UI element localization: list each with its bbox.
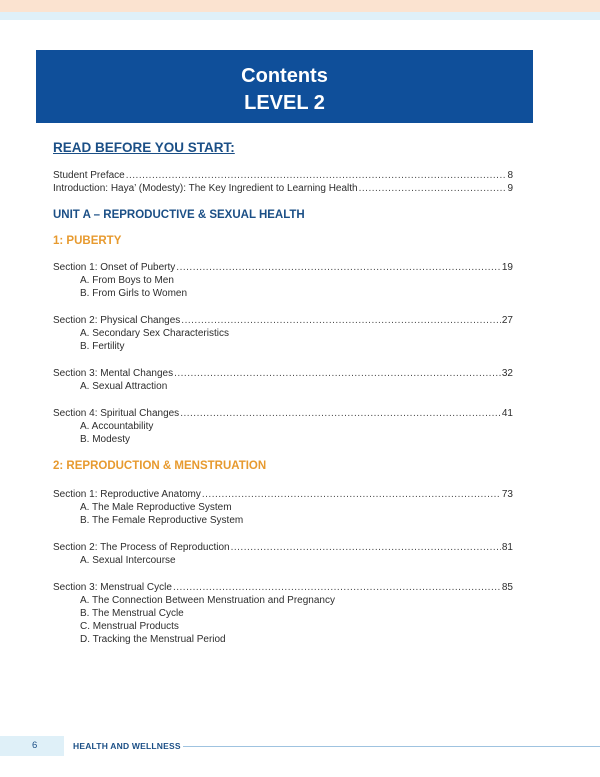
toc-sub-item: B. From Girls to Women bbox=[80, 288, 188, 299]
toc-entry-text: Section 1: Reproductive Anatomy bbox=[53, 489, 201, 500]
toc-page-number: 81 bbox=[501, 542, 513, 553]
dot-leader bbox=[174, 367, 501, 380]
toc-sub-item: B. Fertility bbox=[80, 341, 125, 352]
toc-page-number: 27 bbox=[501, 315, 513, 326]
toc-page-number: 85 bbox=[501, 582, 513, 593]
toc-entry-section[interactable] bbox=[53, 367, 513, 380]
footer-page-number: 6 bbox=[32, 740, 38, 751]
toc-page-number: 32 bbox=[501, 368, 513, 379]
footer-rule bbox=[183, 746, 600, 747]
toc-sub-item: B. Modesty bbox=[80, 434, 131, 445]
unit-heading: UNIT A – REPRODUCTIVE & SEXUAL HEALTH bbox=[53, 209, 305, 221]
page-footer bbox=[0, 736, 600, 756]
dot-leader bbox=[231, 541, 501, 554]
toc-entry-text: Section 4: Spiritual Changes bbox=[53, 408, 180, 419]
toc-entry-student-preface[interactable] bbox=[53, 169, 513, 182]
toc-entry-text: Section 3: Mental Changes bbox=[53, 368, 174, 379]
level-title: LEVEL 2 bbox=[244, 92, 325, 114]
toc-entry-text: Section 2: Physical Changes bbox=[53, 315, 181, 326]
toc-page-number: 9 bbox=[507, 183, 513, 194]
toc-entry-section[interactable] bbox=[53, 488, 513, 501]
toc-sub-item: A. Accountability bbox=[80, 421, 154, 432]
toc-entry-text: Section 3: Menstrual Cycle bbox=[53, 582, 172, 593]
toc-sub-item: A. Sexual Intercourse bbox=[80, 555, 176, 566]
toc-entry-section[interactable] bbox=[53, 314, 513, 327]
toc-page-number: 19 bbox=[501, 262, 513, 273]
dot-leader bbox=[180, 407, 501, 420]
toc-page-number: 8 bbox=[507, 170, 513, 181]
toc-sub-item: A. The Connection Between Menstruation and Pregnancy bbox=[80, 595, 335, 606]
toc-sub-item: A. Sexual Attraction bbox=[80, 381, 168, 392]
toc-sub-item: B. The Menstrual Cycle bbox=[80, 608, 184, 619]
dot-leader bbox=[126, 169, 507, 182]
toc-entry-text: Introduction: Haya’ (Modesty): The Key Ingredient to Learning Health bbox=[53, 183, 358, 194]
toc-sub-item: C. Menstrual Products bbox=[80, 621, 179, 632]
toc-entry-section[interactable] bbox=[53, 541, 513, 554]
toc-entry-text: Section 2: The Process of Reproduction bbox=[53, 542, 230, 553]
toc-sub-item: D. Tracking the Menstrual Period bbox=[80, 634, 226, 645]
toc-sub-item: A. The Male Reproductive System bbox=[80, 502, 232, 513]
dot-leader bbox=[176, 261, 501, 274]
read-before-heading: READ BEFORE YOU START: bbox=[53, 140, 235, 155]
chapter-heading-reproduction: 2: REPRODUCTION & MENSTRUATION bbox=[53, 460, 267, 472]
toc-sub-item: B. The Female Reproductive System bbox=[80, 515, 244, 526]
toc-entry-section[interactable] bbox=[53, 261, 513, 274]
dot-leader bbox=[202, 488, 501, 501]
footer-book-title: HEALTH AND WELLNESS bbox=[73, 741, 181, 751]
toc-entry-section[interactable] bbox=[53, 581, 513, 594]
top-decorative-band bbox=[0, 0, 600, 12]
chapter-heading-puberty: 1: PUBERTY bbox=[53, 235, 122, 247]
toc-sub-item: A. Secondary Sex Characteristics bbox=[80, 328, 229, 339]
contents-title: Contents bbox=[241, 65, 328, 87]
toc-page-number: 73 bbox=[501, 489, 513, 500]
table-of-contents bbox=[53, 140, 513, 646]
dot-leader bbox=[359, 182, 507, 195]
toc-entry-section[interactable] bbox=[53, 407, 513, 420]
toc-entry-introduction[interactable] bbox=[53, 182, 513, 195]
toc-page-number: 41 bbox=[501, 408, 513, 419]
dot-leader bbox=[181, 314, 501, 327]
toc-entry-text: Student Preface bbox=[53, 170, 125, 181]
contents-header bbox=[36, 50, 533, 123]
toc-entry-text: Section 1: Onset of Puberty bbox=[53, 262, 176, 273]
top-decorative-band-blue bbox=[0, 12, 600, 20]
dot-leader bbox=[173, 581, 501, 594]
toc-sub-item: A. From Boys to Men bbox=[80, 275, 174, 286]
